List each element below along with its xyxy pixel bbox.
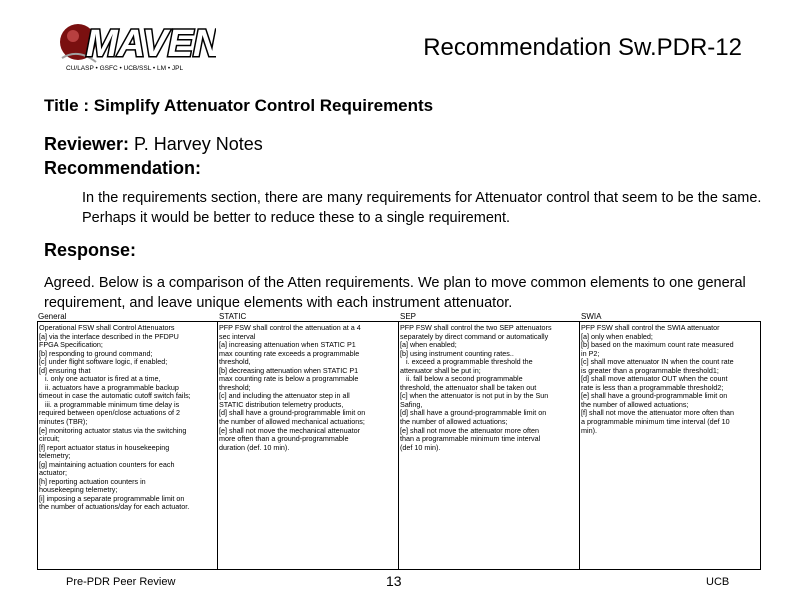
column-divider <box>579 321 580 570</box>
column-header-swia: SWIA <box>581 312 602 321</box>
table-cell-line: required between open/close actuations of 2 <box>39 408 181 418</box>
table-cell-line: [d] shall have a ground-programmable limit on <box>219 408 366 418</box>
table-cell-line: PFP FSW shall control the two SEP attenuators <box>400 323 552 332</box>
table-cell-line: [f] shall not move the attenuator more often than <box>581 408 735 418</box>
table-cell-line: [a] when enabled; <box>400 340 457 350</box>
table-cell-line: max counting rate exceeds a programmable <box>219 348 360 358</box>
table-cell-line: [g] maintaining actuation counters for each <box>39 459 175 469</box>
table-cell-line: [d] ensuring that <box>39 365 91 375</box>
page-number: 13 <box>386 573 402 589</box>
table-cell-line: [f] report actuator status in housekeeping <box>39 442 170 452</box>
table-cell-line: [e] shall have a ground-programmable limit on <box>581 391 728 401</box>
table-cell-line: [c] when the attenuator is not put in by the Sun <box>400 391 549 401</box>
table-cell-line: timeout in case the automatic cutoff switch fails; <box>39 391 191 401</box>
reviewer-label: Reviewer: <box>44 134 130 154</box>
table-cell-line: telemetry; <box>39 451 71 461</box>
table-cell-line: (def 10 min). <box>400 442 441 452</box>
cell-sep <box>400 324 577 452</box>
recommendation-text: In the requirements section, there are many requirements for Attenuator control that seem to be the same. Perhaps it would be better to reduce these to a single requirement. <box>82 190 762 226</box>
table-cell-line: ii. fall below a second programmable <box>400 374 523 384</box>
column-header-static: STATIC <box>219 312 247 321</box>
table-cell-line: [c] and including the attenuator step in all <box>219 391 350 401</box>
table-cell-line: STATIC distribution telemetry products, <box>219 399 344 409</box>
cell-general <box>39 324 215 512</box>
column-header-sep: SEP <box>400 312 417 321</box>
recommendation-label: Recommendation: <box>44 158 202 178</box>
response-text: Agreed. Below is a comparison of the Atten requirements. We plan to move common elements to one general requirement, and leave unique elements with each instrument attenuator. <box>44 275 746 311</box>
table-cell-line: minutes (TBR); <box>39 417 88 427</box>
column-divider <box>398 321 399 570</box>
table-cell-line: the number of allowed actuations; <box>581 399 689 409</box>
table-cell-line: [e] shall not move the attenuator more often <box>400 425 540 435</box>
response-label: Response: <box>44 240 137 260</box>
table-cell-line: is greater than a programmable threshold1; <box>581 365 719 375</box>
table-cell-line: max counting rate is below a programmable <box>219 374 359 384</box>
table-cell-line: [a] only when enabled; <box>581 331 653 341</box>
recommendation-title: Title : Simplify Attenuator Control Requirements <box>44 96 434 115</box>
table-cell-line: i. only one actuator is fired at a time, <box>39 374 161 384</box>
maven-logo <box>56 12 216 74</box>
column-header-general: General <box>38 312 67 321</box>
table-cell-line: duration (def. 10 min). <box>219 442 290 452</box>
logo-subtext: CU/LASP • GSFC • UCB/SSL • LM • JPL <box>66 65 184 72</box>
table-cell-line: [d] shall move attenuator OUT when the count <box>581 374 728 384</box>
table-cell-line: [e] shall not move the mechanical attenuator <box>219 425 361 435</box>
table-cell-line: [a] increasing attenuation when STATIC P1 <box>219 340 356 350</box>
column-divider <box>217 321 218 570</box>
table-cell-line: [c] shall move attenuator IN when the count rate <box>581 357 734 367</box>
table-cell-line: min). <box>581 425 597 435</box>
table-cell-line: [c] under flight software logic, if enabled; <box>39 357 168 367</box>
table-cell-line: [e] monitoring actuator status via the switching <box>39 425 187 435</box>
cell-swia <box>581 324 759 435</box>
reviewer-value: P. Harvey Notes <box>129 134 263 154</box>
table-cell-line: i. exceed a programmable threshold the <box>400 357 533 367</box>
table-cell-line: [i] imposing a separate programmable limit on <box>39 493 185 503</box>
table-cell-line: separately by direct command or automatically <box>400 331 549 341</box>
table-cell-line: [h] reporting actuation counters in <box>39 476 146 486</box>
table-cell-line: PFP FSW shall control the SWIA attenuator <box>581 323 720 332</box>
table-cell-line: [b] decreasing attenuation when STATIC P1 <box>219 365 359 375</box>
table-cell-line: [d] shall have a ground-programmable limit on <box>400 408 547 418</box>
table-cell-line: in P2; <box>581 348 600 358</box>
table-cell-line: housekeeping telemetry; <box>39 485 118 495</box>
table-cell-line: the number of actuations/day for each actuator. <box>39 502 190 512</box>
table-cell-line: [b] based on the maximum count rate measured <box>581 340 734 350</box>
table-cell-line: circuit; <box>39 434 60 444</box>
table-cell-line: Operational FSW shall Control Attenuators <box>39 323 175 332</box>
table-cell-line: iii. a programmable minimum time delay is <box>39 399 180 409</box>
cell-static <box>219 324 396 452</box>
table-cell-line: attenuator shall be put in; <box>400 365 481 375</box>
table-cell-line: a programmable minimum time interval (def 10 <box>581 417 730 427</box>
logo-wordmark: MAVEN <box>86 23 216 65</box>
table-cell-line: PFP FSW shall control the attenuation at a 4 <box>219 323 361 332</box>
table-cell-line: [a] via the interface described in the PFDPU <box>39 331 179 341</box>
table-cell-line: than a programmable minimum time interval <box>400 434 541 444</box>
table-cell-line: sec interval <box>219 331 256 341</box>
table-cell-line: threshold, the attenuator shall be taken out <box>400 382 537 392</box>
table-cell-line: the number of allowed mechanical actuations; <box>219 417 365 427</box>
table-cell-line: [b] using instrument counting rates.. <box>400 348 514 358</box>
slide-title: Recommendation Sw.PDR-12 <box>423 34 742 61</box>
table-cell-line: Safing, <box>400 399 423 409</box>
table-cell-line: rate is less than a programmable threshold2; <box>581 382 724 392</box>
table-cell-line: threshold, <box>219 357 251 367</box>
reviewer-line <box>44 132 263 156</box>
table-cell-line: FPGA Specification; <box>39 340 103 350</box>
table-cell-line: the number of allowed actuations; <box>400 417 508 427</box>
footer-org: UCB <box>706 576 730 588</box>
table-cell-line: ii. actuators have a programmable backup <box>39 382 179 392</box>
footer-review-name: Pre-PDR Peer Review <box>66 576 176 588</box>
table-cell-line: more often than a ground-programmable <box>219 434 349 444</box>
table-cell-line: [b] responding to ground command; <box>39 348 153 358</box>
table-cell-line: actuator; <box>39 468 67 478</box>
table-cell-line: threshold; <box>219 382 251 392</box>
